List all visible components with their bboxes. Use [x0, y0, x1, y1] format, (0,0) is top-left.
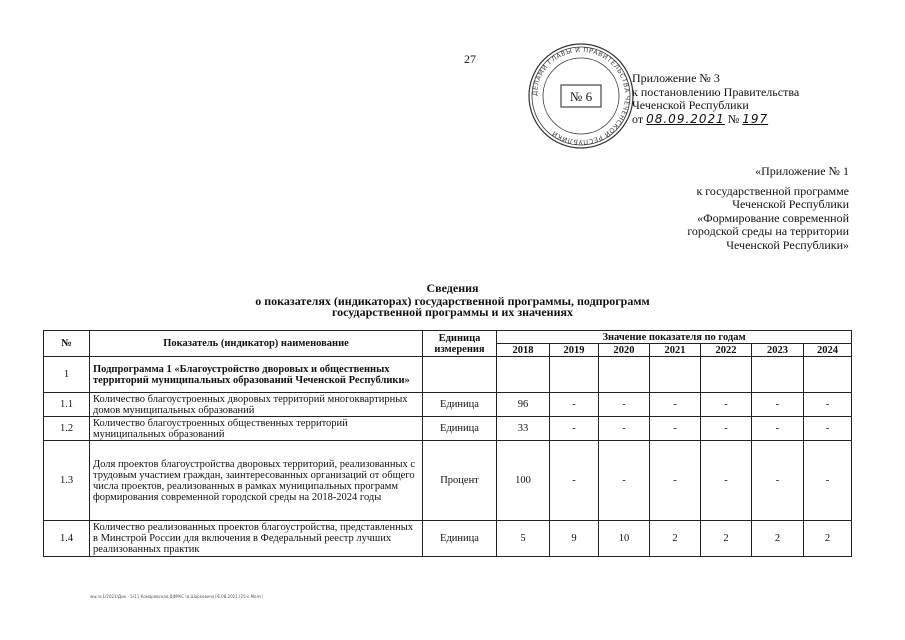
appendix1-line6: Чеченской Республики» [726, 237, 849, 252]
row-value: 2 [650, 521, 701, 557]
row-value: - [550, 417, 599, 441]
row-value [752, 357, 804, 393]
row-num: 1 [44, 357, 90, 393]
appendix1-block [620, 165, 849, 252]
row-value: 5 [497, 521, 550, 557]
row-num: 1.3 [44, 441, 90, 521]
header-values: Значение показателя по годам [497, 331, 852, 344]
stamp-number: № 6 [569, 89, 593, 104]
appendix1-line2: к государственной программе [696, 183, 849, 198]
header-year: 2022 [701, 344, 752, 357]
appendix3-line2: к постановлению Правительства [632, 84, 800, 99]
row-name: Доля проектов благоустройства дворовых территорий, реализованных с трудовым участием граждан, заинтересованных организаций от общего числа проектов, реализованных в рамках муниципальных программ формирования современной городской среды на 2018-2024 годы [90, 441, 423, 521]
row-value: 10 [599, 521, 650, 557]
row-value: - [650, 393, 701, 417]
header-year: 2020 [599, 344, 650, 357]
from-label: от [632, 111, 644, 126]
appendix3-line1: Приложение № 3 [632, 71, 720, 85]
appendix3-block [632, 72, 799, 126]
resolution-date: 08.09.2021 [646, 111, 725, 126]
row-value: 2 [752, 521, 804, 557]
row-num: 1.4 [44, 521, 90, 557]
table-row [44, 441, 852, 521]
row-value: - [804, 393, 852, 417]
footer-filepath: ww.nr.1/2021/Дин - 5/11 Комаровская.ДФРКС (в.Шаркевича)-6.08.2021.(25-с.Мелч) [90, 594, 263, 599]
row-num: 1.2 [44, 417, 90, 441]
table-row [44, 521, 852, 557]
row-value: 2 [804, 521, 852, 557]
row-unit: Единица [423, 521, 497, 557]
table-row [44, 393, 852, 417]
row-value: - [650, 441, 701, 521]
header-unit-line1: Единица [438, 332, 481, 344]
row-name: Количество благоустроенных дворовых территорий многоквартирных домов муниципальных образований [90, 393, 423, 417]
row-unit: Единица [423, 417, 497, 441]
header-year: 2024 [804, 344, 852, 357]
row-value: - [599, 393, 650, 417]
row-value [650, 357, 701, 393]
row-value: - [752, 393, 804, 417]
row-value: 2 [701, 521, 752, 557]
row-value: - [550, 441, 599, 521]
row-value: 33 [497, 417, 550, 441]
row-value: - [550, 393, 599, 417]
row-value [599, 357, 650, 393]
document-title: Сведения [426, 281, 479, 295]
header-unit [423, 331, 497, 357]
row-value: - [804, 417, 852, 441]
row-unit: Процент [423, 441, 497, 521]
row-name: Подпрограмма 1 «Благоустройство дворовых и общественных территорий муниципальных образований Чеченской Республики» [90, 357, 423, 393]
row-value: - [599, 441, 650, 521]
row-value: 100 [497, 441, 550, 521]
row-value: - [752, 417, 804, 441]
row-value: - [804, 441, 852, 521]
table-row [44, 417, 852, 441]
row-value: - [701, 441, 752, 521]
header-year: 2023 [752, 344, 804, 357]
row-value: 9 [550, 521, 599, 557]
header-indicator: Показатель (индикатор) наименование [90, 331, 423, 357]
appendix1-line3: Чеченской Республики [732, 197, 849, 211]
appendix1-line4: «Формирование современной [697, 210, 849, 225]
appendix1-line5: городской среды на территории [687, 224, 849, 238]
row-value: - [599, 417, 650, 441]
header-num: № [44, 331, 90, 357]
appendix1-line1: «Приложение № 1 [755, 164, 849, 178]
row-name: Количество благоустроенных общественных территорий муниципальных образований [90, 417, 423, 441]
row-value: - [752, 441, 804, 521]
official-stamp [527, 42, 635, 150]
header-year: 2018 [497, 344, 550, 357]
resolution-number: 197 [742, 111, 769, 126]
row-num: 1.1 [44, 393, 90, 417]
row-value [497, 357, 550, 393]
appendix3-line3: Чеченской Республики [632, 98, 749, 112]
header-unit-line2: измерения [434, 343, 485, 355]
row-unit [423, 357, 497, 393]
row-value: 96 [497, 393, 550, 417]
row-value: - [650, 417, 701, 441]
row-value: - [701, 393, 752, 417]
subtitle-line1: о показателях (индикаторах) государственной программы, подпрограмм [255, 294, 650, 308]
table-row [44, 357, 852, 393]
subtitle-line2: государственной программы и их значениях [331, 305, 573, 319]
row-unit: Единица [423, 393, 497, 417]
stamp-ring-text: ДЕЛАМИ ГЛАВЫ И ПРАВИТЕЛЬСТВА ЧЕЧЕНСКОЙ РЕСПУБЛИКИ [530, 45, 632, 147]
row-value [550, 357, 599, 393]
number-sign: № [727, 111, 740, 126]
header-year: 2019 [550, 344, 599, 357]
document-subtitle [0, 296, 905, 318]
row-value [804, 357, 852, 393]
row-value: - [701, 417, 752, 441]
page-number: 27 [464, 52, 476, 66]
appendix3-signature-line [632, 113, 799, 127]
indicators-table [43, 330, 852, 557]
row-value [701, 357, 752, 393]
row-name: Количество реализованных проектов благоустройства, представленных в Минстрой России для включения в Федеральный реестр лучших реализованных практик [90, 521, 423, 557]
header-year: 2021 [650, 344, 701, 357]
